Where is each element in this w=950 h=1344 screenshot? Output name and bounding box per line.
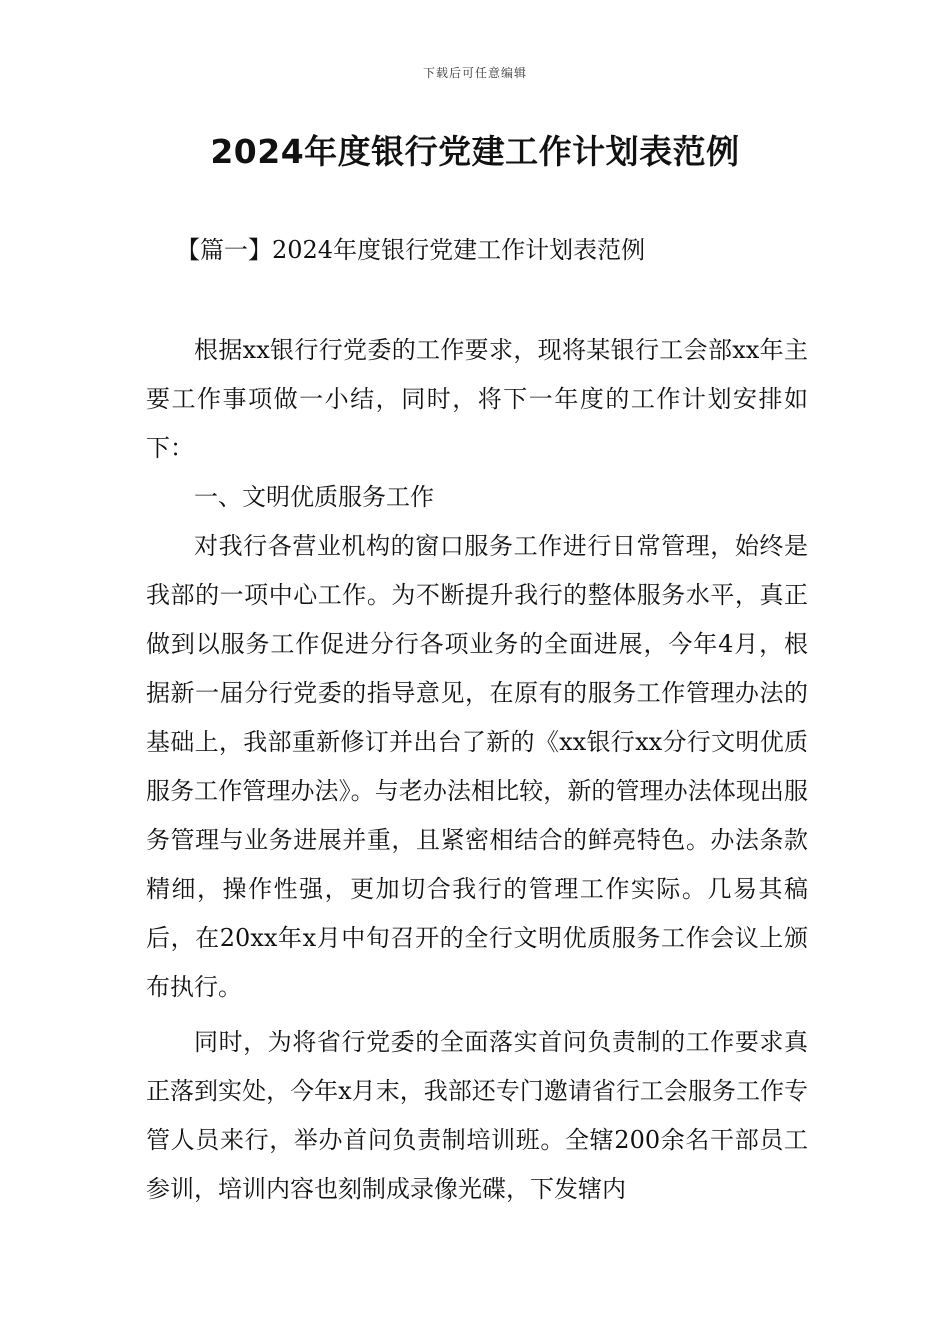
paragraph-service-management: 对我行各营业机构的窗口服务工作进行日常管理，始终是我部的一项中心工作。为不断提升我行的整体服务水平，真正做到以服务工作促进分行各项业务的全面进展，今年4月，根据新一届分行党委的指导意见，在原有的服务工作管理办法的基础上，我部重新修订并出台了新的《xx银行xx分行文明优质服务工作管理办法》。与老办法相比较，新的管理办法体现出服务管理与业务进展并重，且紧密相结合的鲜亮特色。办法条款精细，操作性强，更加切合我行的管理工作实际。几易其稿后，在20xx年x月中旬召开的全行文明优质服务工作会议上颁布执行。 — [146, 532, 808, 1001]
paragraph-intro: 根据xx银行行党委的工作要求，现将某银行工会部xx年主要工作事项做一小结，同时，将下一年度的工作计划安排如下： — [146, 336, 808, 462]
subheading-service: 一、文明优质服务工作 — [194, 483, 434, 511]
section-heading: 【篇一】2024年度银行党建工作计划表范例 — [176, 236, 646, 264]
document-body — [146, 326, 808, 1214]
header-note: 下载后可任意编辑 — [422, 66, 527, 80]
document-title: 2024年度银行党建工作计划表范例 — [210, 132, 740, 171]
paragraph-first-responsibility: 同时，为将省行党委的全面落实首问负责制的工作要求真正落到实处，今年x月末，我部还专门邀请省行工会服务工作专管人员来行，举办首问负责制培训班。全辖200余名干部员工参训，培训内容也刻制成录像光碟，下发辖内 — [146, 1028, 808, 1203]
